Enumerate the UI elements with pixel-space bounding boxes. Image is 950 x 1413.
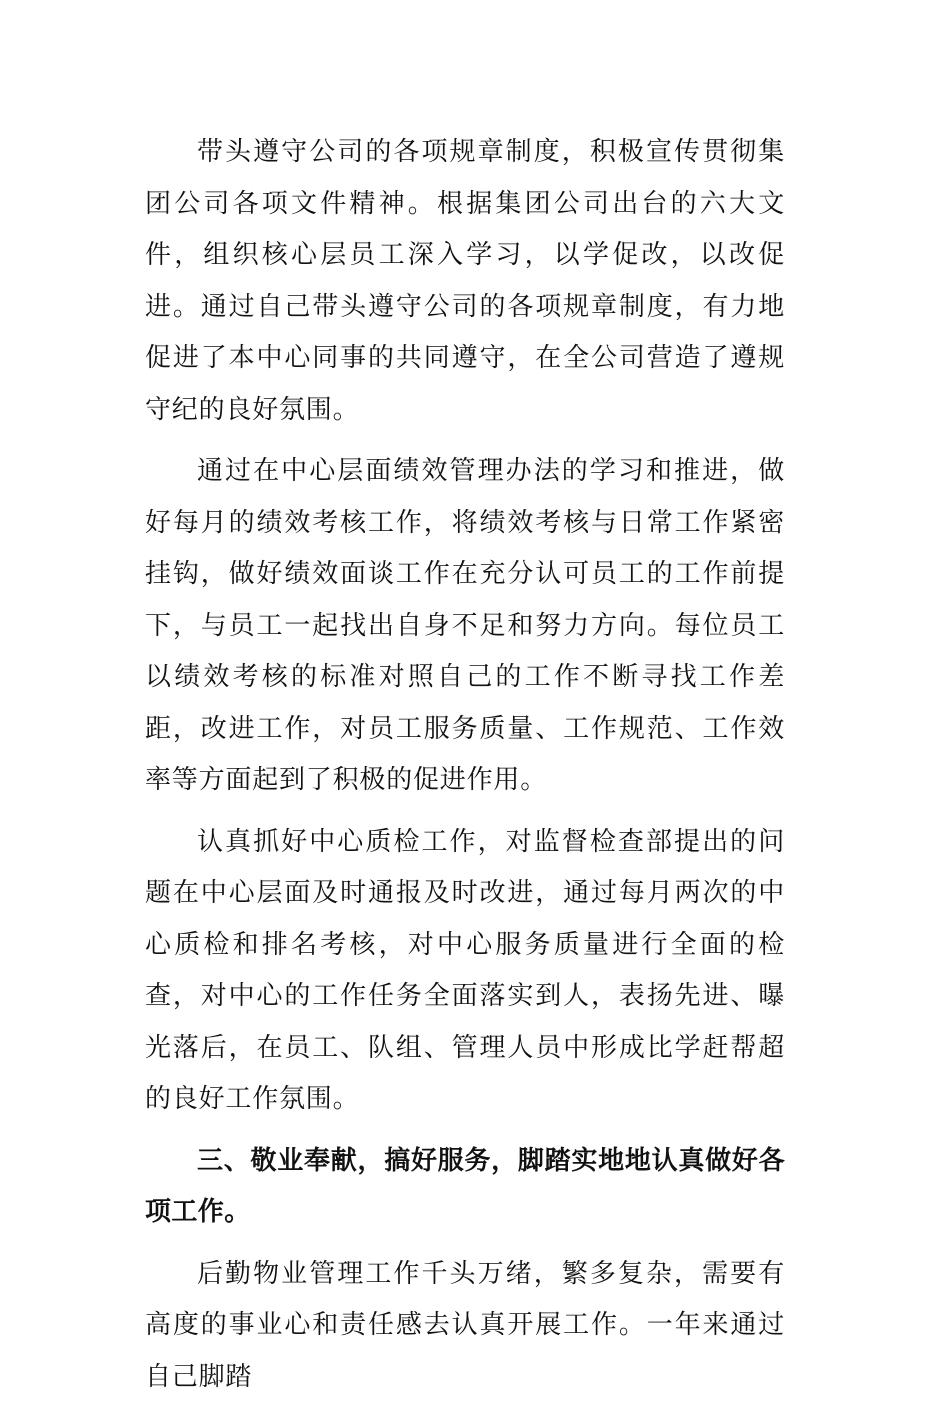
paragraph-logistics-management: 后勤物业管理工作千头万绪，繁多复杂，需要有高度的事业心和责任感去认真开展工作。一年来通过自己脚踏	[145, 1258, 785, 1392]
document-body	[145, 127, 785, 1413]
paragraph-quality-inspection: 认真抓好中心质检工作，对监督检查部提出的问题在中心层面及时通报及时改进，通过每月两次的中心质检和排名考核，对中心服务质量进行全面的检查，对中心的工作任务全面落实到人，表扬先进、曝光落后，在员工、队组、管理人员中形成比学赶帮超的良好工作氛围。	[145, 826, 785, 1114]
paragraph-performance-management: 通过在中心层面绩效管理办法的学习和推进，做好每月的绩效考核工作，将绩效考核与日常工作紧密挂钩，做好绩效面谈工作在充分认可员工的工作前提下，与员工一起找出自身不足和努力方向。每位员工以绩效考核的标准对照自己的工作不断寻找工作差距，改进工作，对员工服务质量、工作规范、工作效率等方面起到了积极的促进作用。	[145, 456, 785, 795]
paragraph-rules-compliance: 带头遵守公司的各项规章制度，积极宣传贯彻集团公司各项文件精神。根据集团公司出台的六大文件，组织核心层员工深入学习，以学促改，以改促进。通过自己带头遵守公司的各项规章制度，有力地促进了本中心同事的共同遵守，在全公司营造了遵规守纪的良好氛围。	[145, 137, 785, 425]
section-heading-three: 三、敬业奉献，搞好服务，脚踏实地地认真做好各项工作。	[145, 1145, 785, 1227]
